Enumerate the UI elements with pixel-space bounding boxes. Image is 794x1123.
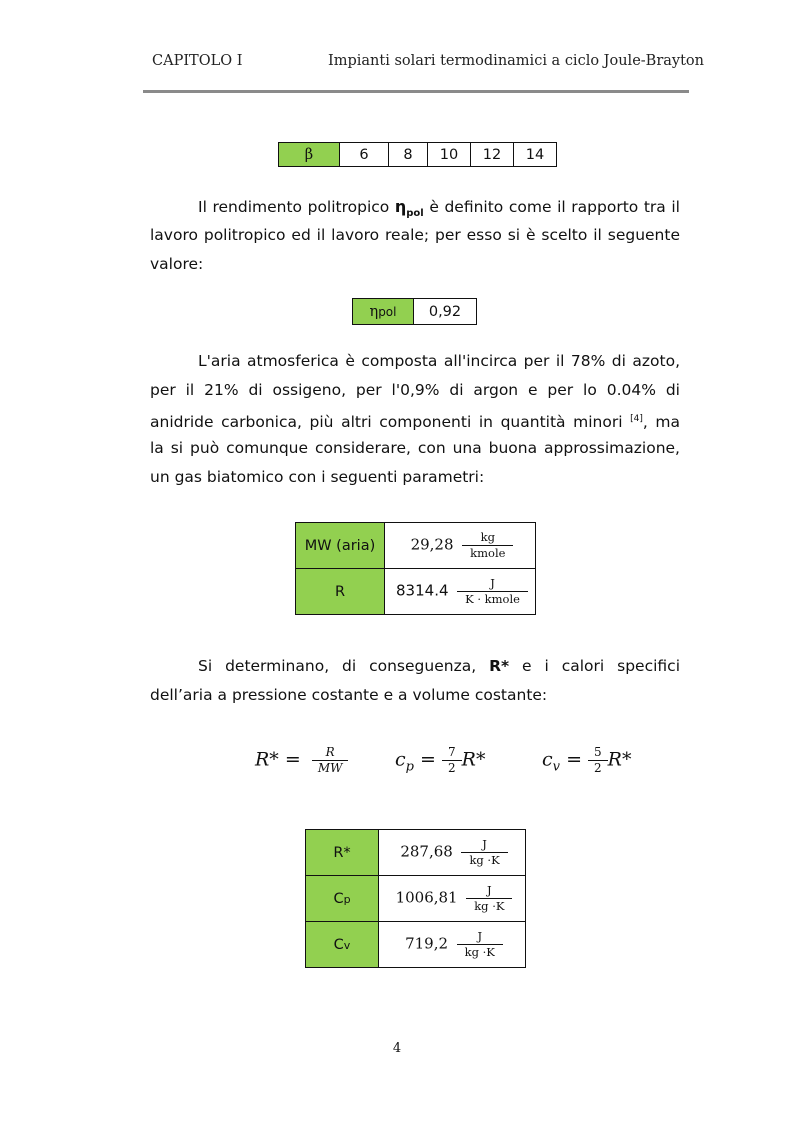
specific-heat-table bbox=[305, 829, 526, 968]
air-label: MW (aria) bbox=[296, 523, 385, 569]
spec-value: 719,2 $\frac{J}{kg \cdot K}$ bbox=[379, 922, 526, 968]
spec-label: R* bbox=[306, 830, 379, 876]
unit-fraction: $\frac{J}{kg \cdot K}$ bbox=[461, 929, 499, 960]
air-value: 8314.4 $\frac{J}{\text{K · kmole}}$ bbox=[385, 569, 536, 615]
beta-value: 8 bbox=[389, 143, 428, 167]
table-row bbox=[306, 876, 526, 922]
unit-fraction: $\frac{J}{kg \cdot K}$ bbox=[465, 837, 503, 868]
formula-cp: $c_p$ = $\frac{7}{2}$ R* bbox=[395, 745, 486, 775]
eta-value: 0,92 bbox=[414, 299, 477, 325]
spec-label: Cp bbox=[306, 876, 379, 922]
page-number: 4 bbox=[392, 1041, 402, 1056]
beta-table bbox=[278, 142, 557, 167]
beta-value: 6 bbox=[340, 143, 389, 167]
table-row bbox=[296, 523, 536, 569]
unit-fraction: $\frac{J}{kg \cdot K}$ bbox=[470, 883, 508, 914]
beta-value: 12 bbox=[471, 143, 514, 167]
air-table bbox=[295, 522, 536, 615]
beta-label: β bbox=[279, 143, 340, 167]
eta-label: ηpol bbox=[353, 299, 414, 325]
table-row bbox=[306, 922, 526, 968]
chapter-label: CAPITOLO I bbox=[152, 53, 243, 69]
table-row bbox=[296, 569, 536, 615]
paragraph-air: L'aria atmosferica è composta all'incirca per il 78% di azoto, per il 21% di ossigeno, per l'0,9% di argon e per lo 0.04% di anidride carbonica, più altri componenti in quantità minori [4], ma la si può comunque considerare, con una buona approssimazione, un gas biatomico con i seguenti parametri: bbox=[150, 352, 681, 486]
beta-value: 14 bbox=[514, 143, 557, 167]
eta-table bbox=[352, 298, 477, 325]
formula-rstar: R* = $\frac{R}{MW}$ bbox=[255, 745, 348, 776]
formula-cv: $c_v$ = $\frac{5}{2}$ R* bbox=[542, 745, 632, 775]
header-rule bbox=[143, 90, 689, 93]
running-title: Impianti solari termodinamici a ciclo Joule-Brayton bbox=[328, 53, 704, 69]
paragraph-polytropic: Il rendimento politropico $\eta_{pol}$ è definito come il rapporto tra il lavoro politropico ed il lavoro reale; per esso si è scelto il seguente valore: bbox=[150, 197, 680, 273]
table-row bbox=[306, 830, 526, 876]
air-value: 29,28 $\frac{kg}{\text{kmole}}$ bbox=[385, 523, 536, 569]
spec-value: 1006,81 $\frac{J}{kg \cdot K}$ bbox=[379, 876, 526, 922]
beta-value: 10 bbox=[428, 143, 471, 167]
unit-fraction: $\frac{J}{\text{K · kmole}}$ bbox=[461, 576, 524, 607]
air-label: R bbox=[296, 569, 385, 615]
paragraph-specific-heats: Si determinano, di conseguenza, R* e i calori specifici dell’aria a pressione costante e a volume costante: bbox=[150, 657, 680, 704]
spec-label: Cv bbox=[306, 922, 379, 968]
unit-fraction: $\frac{kg}{\text{kmole}}$ bbox=[466, 530, 509, 561]
spec-value: 287,68 $\frac{J}{kg \cdot K}$ bbox=[379, 830, 526, 876]
